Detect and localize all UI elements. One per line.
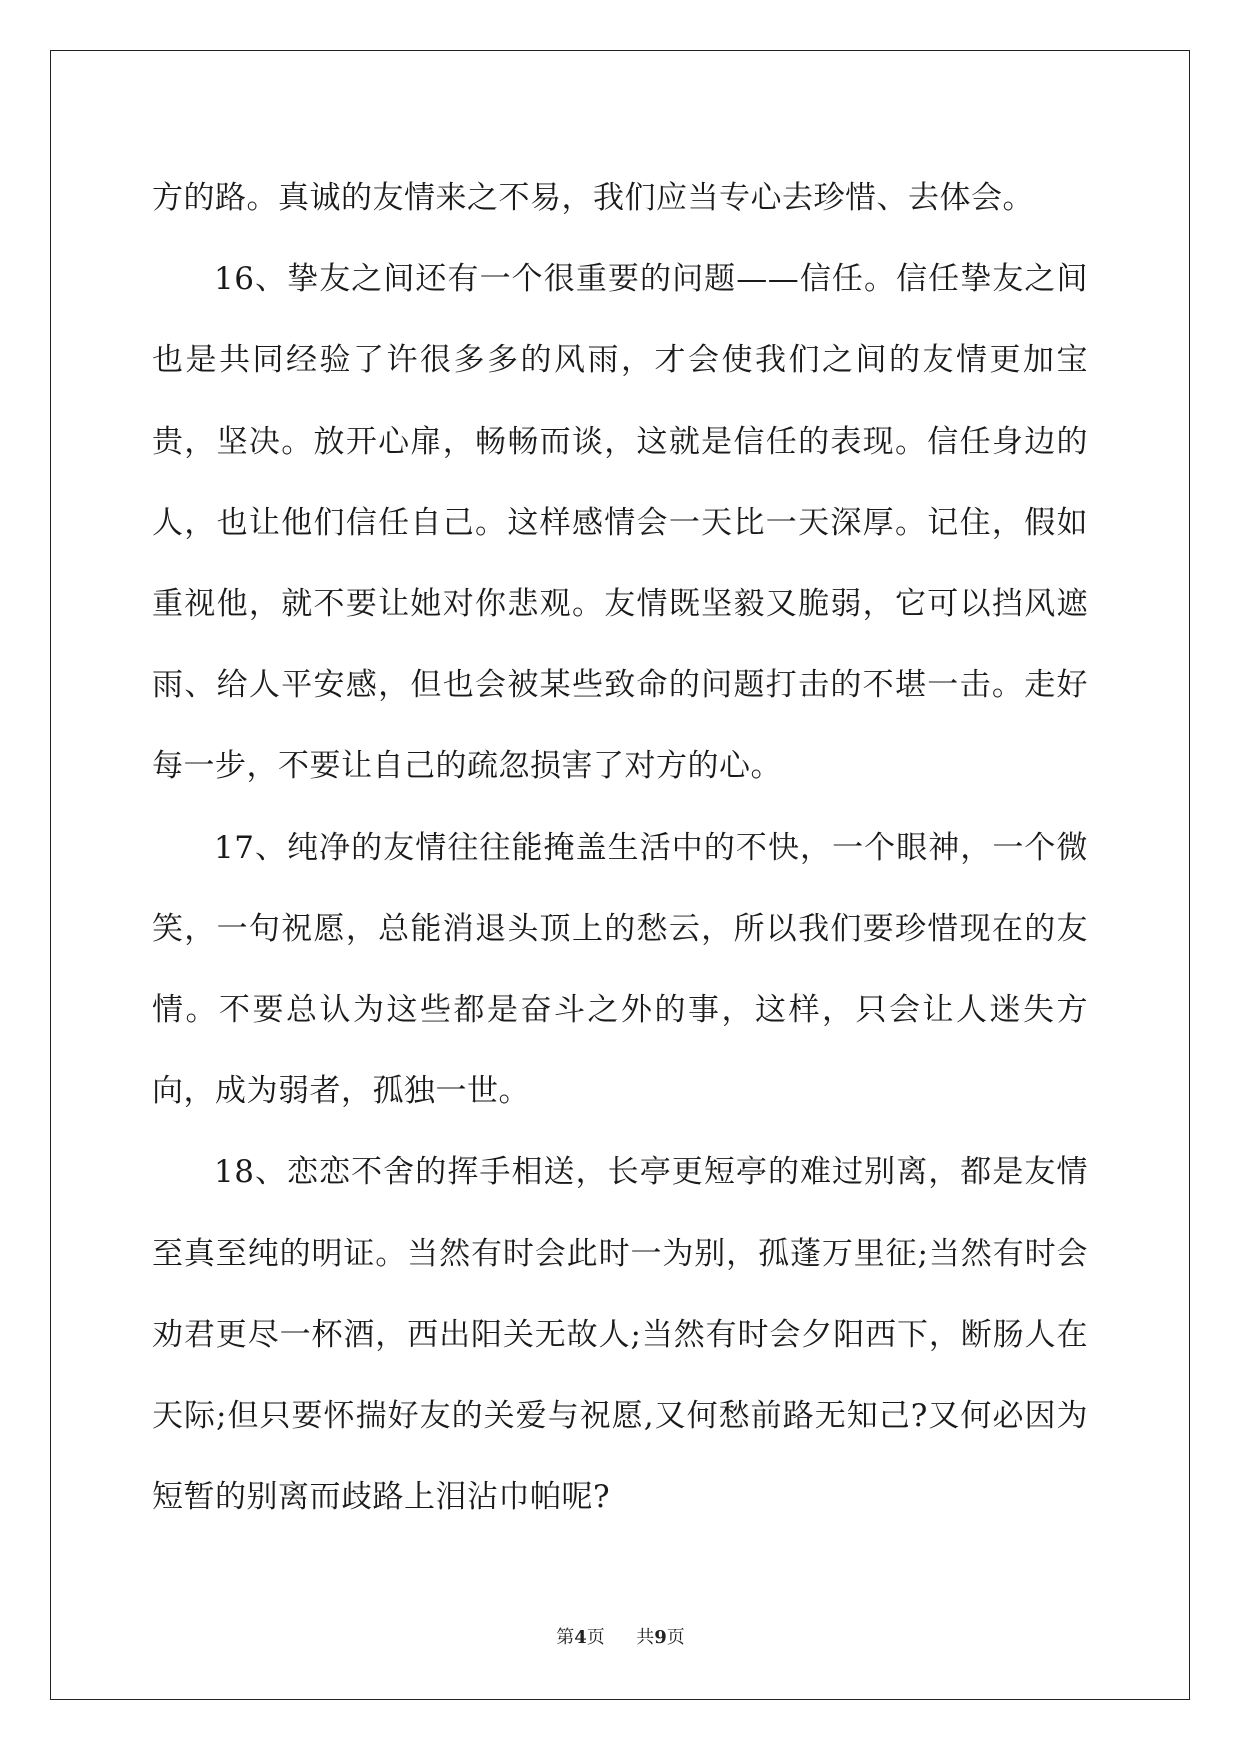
total-pages-label (636, 1627, 685, 1648)
document-body (152, 158, 1088, 1538)
page-suffix: 页 (586, 1627, 605, 1648)
paragraph-16: 16、挚友之间还有一个很重要的问题——信任。信任挚友之间也是共同经验了许很多多的风雨，才会使我们之间的友情更加宝贵，坚决。放开心扉，畅畅而谈，这就是信任的表现。信任身边的人，也让他们信任自己。这样感情会一天比一天深厚。记住，假如重视他，就不要让她对你悲观。友情既坚毅又脆弱，它可以挡风遮雨、给人平安感，但也会被某些致命的问题打击的不堪一击。走好每一步，不要让自己的疏忽损害了对方的心。 (152, 261, 1088, 785)
paragraph-continuation: 方的路。真诚的友情来之不易，我们应当专心去珍惜、去体会。 (152, 180, 1034, 216)
page-footer (0, 1623, 1241, 1649)
page-number-label (556, 1627, 610, 1648)
total-prefix: 共 (636, 1627, 655, 1648)
current-page-number: 4 (574, 1627, 587, 1648)
total-suffix: 页 (666, 1627, 685, 1648)
page-prefix: 第 (556, 1627, 575, 1648)
paragraph-18: 18、恋恋不舍的挥手相送，长亭更短亭的难过别离，都是友情至真至纯的明证。当然有时会此时一为别，孤蓬万里征;当然有时会劝君更尽一杯酒，西出阳关无故人;当然有时会夕阳西下，断肠人在天际;但只要怀揣好友的关爱与祝愿,又何愁前路无知己?又何必因为短暂的别离而歧路上泪沾巾帕呢? (152, 1154, 1088, 1516)
total-pages-number: 9 (654, 1627, 667, 1648)
paragraph-17: 17、纯净的友情往往能掩盖生活中的不快，一个眼神，一个微笑，一句祝愿，总能消退头顶上的愁云，所以我们要珍惜现在的友情。不要总认为这些都是奋斗之外的事，这样，只会让人迷失方向，成为弱者，孤独一世。 (152, 829, 1088, 1110)
